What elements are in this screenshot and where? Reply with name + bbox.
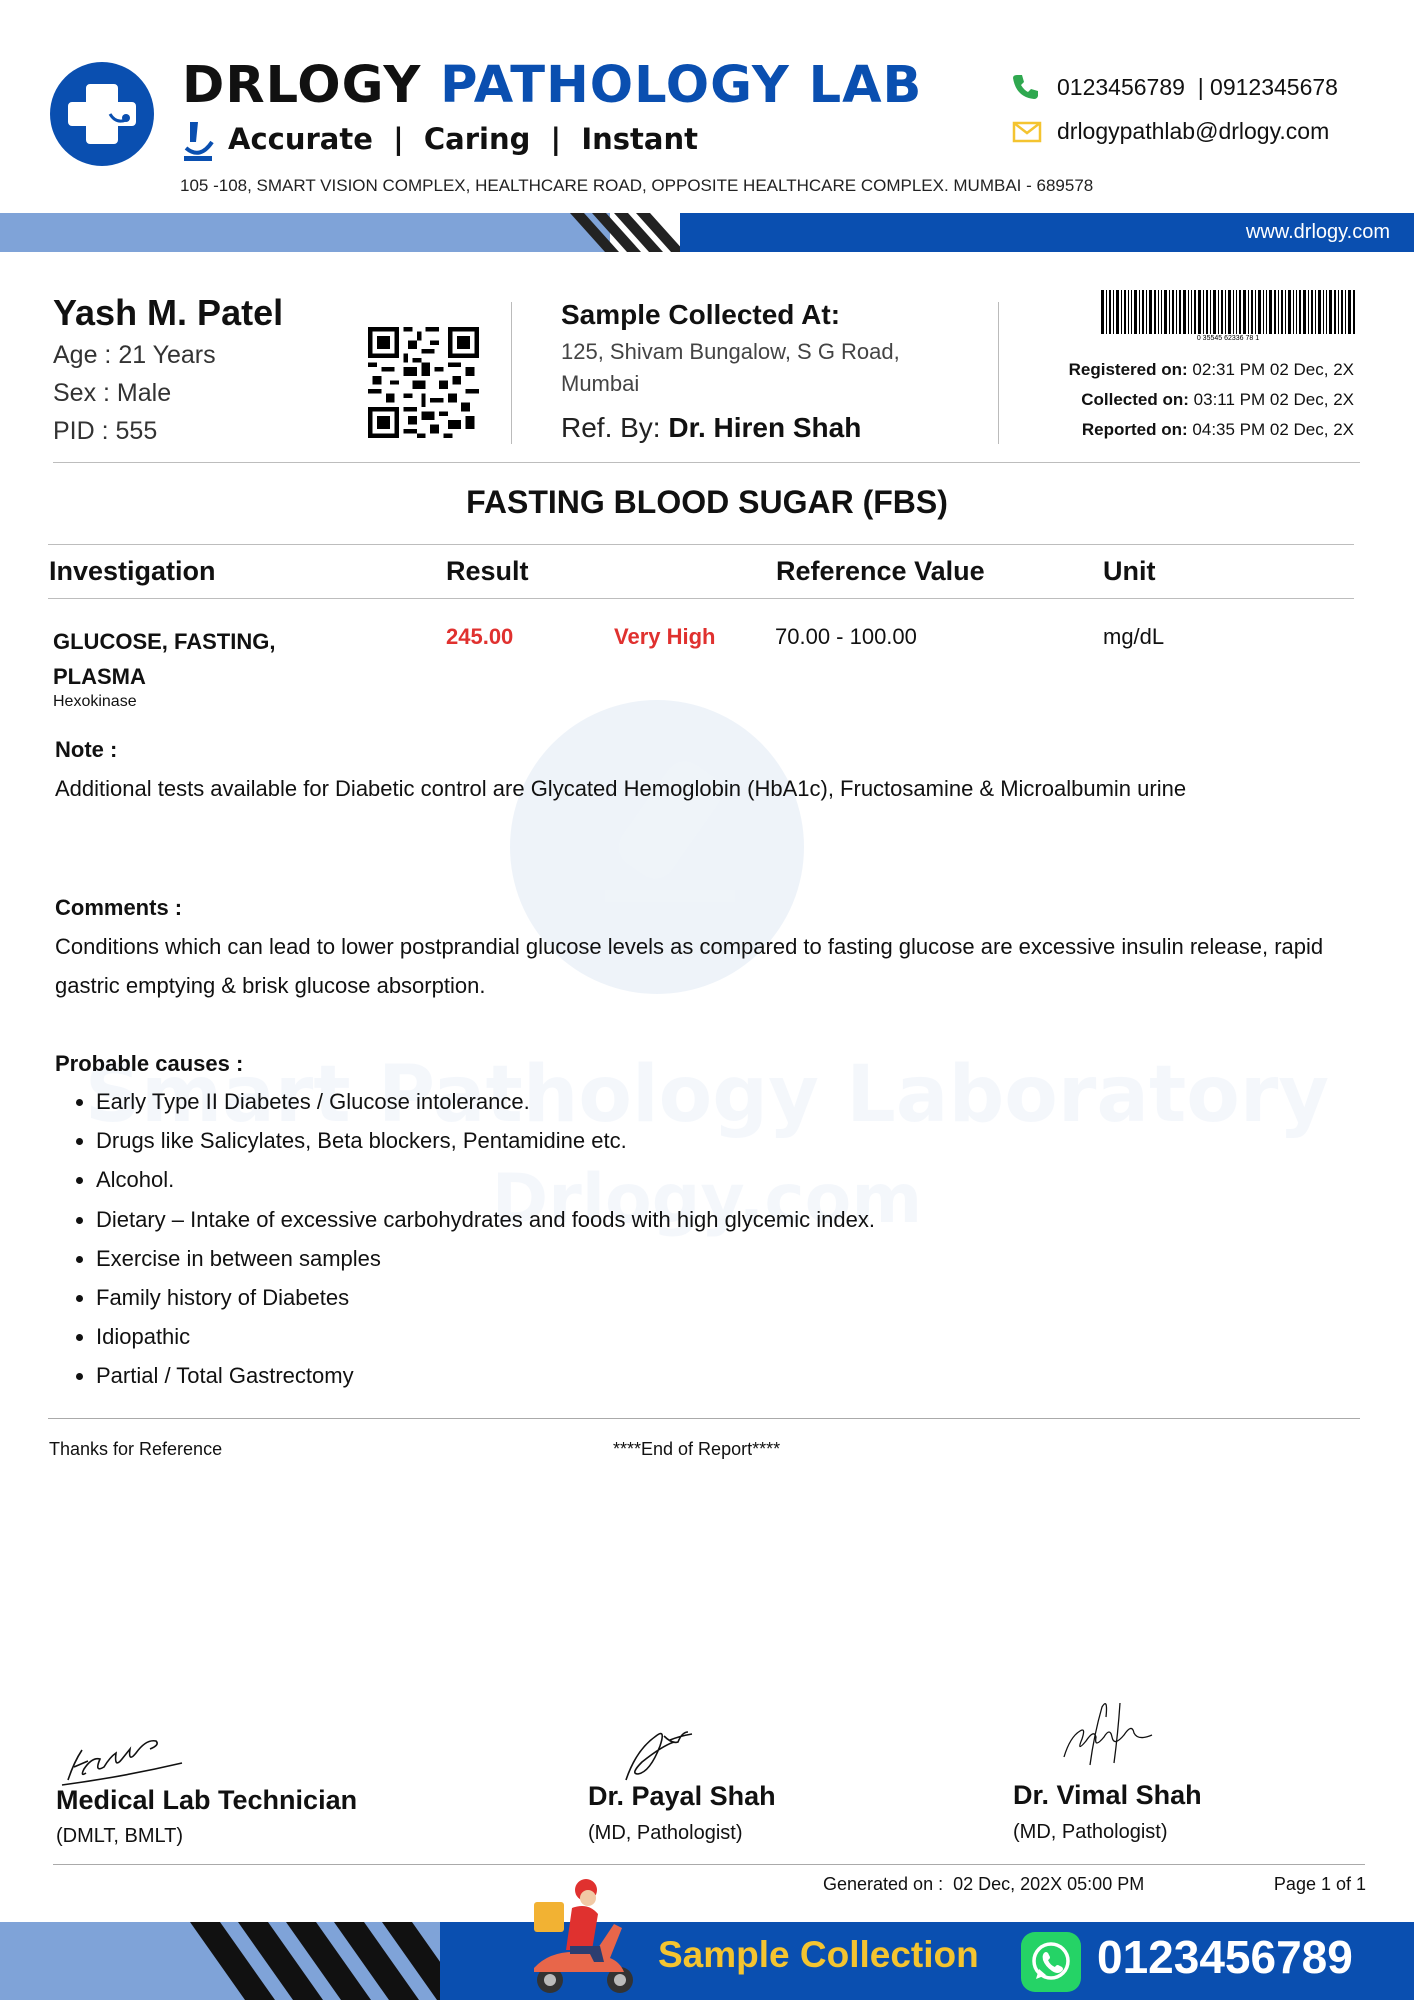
investigation-line1: GLUCOSE, FASTING, [53, 629, 276, 654]
signature-payal-shah [620, 1722, 710, 1784]
lab-name-part2: PATHOLOGY LAB [440, 56, 923, 115]
lab-name [182, 56, 922, 115]
sig2-sub: (MD, Pathologist) [588, 1822, 743, 1844]
medical-cross-icon [50, 62, 154, 166]
microscope-icon [180, 120, 216, 162]
sig1-title: Medical Lab Technician [56, 1785, 358, 1815]
list-item: • Partial / Total Gastrectomy [96, 1356, 875, 1395]
ref-doctor: Dr. Hiren Shah [668, 412, 862, 443]
divider-vertical-2 [998, 302, 999, 444]
end-of-report: ****End of Report**** [613, 1439, 781, 1459]
thanks-text: Thanks for Reference [49, 1439, 223, 1459]
sample-collection-phone[interactable]: 0123456789 [1097, 1931, 1353, 1983]
report-title: FASTING BLOOD SUGAR (FBS) [466, 484, 948, 520]
whatsapp-icon [1021, 1932, 1081, 1992]
investigation-line2: PLASMA [53, 664, 146, 689]
investigation-name [53, 624, 275, 694]
lab-name-part1: DRLOGY [182, 56, 422, 115]
table-top-line [48, 544, 1354, 545]
sig1-sub: (DMLT, BMLT) [56, 1825, 184, 1847]
result-value: 245.00 [446, 624, 514, 649]
sig3-title: Dr. Vimal Shah [1013, 1780, 1202, 1810]
note-heading: Note : [55, 737, 118, 762]
reported-label: Reported on: [1081, 420, 1188, 439]
patient-name: Yash M. Patel [53, 292, 284, 333]
sig3-sub: (MD, Pathologist) [1013, 1821, 1168, 1843]
column-result: Result [446, 556, 529, 586]
signature-technician [60, 1735, 195, 1790]
reported-value: 04:35 PM 02 Dec, 2X [1192, 420, 1354, 439]
barcode-number: 0 35545 62336 78 1 [1196, 335, 1260, 340]
referred-by [561, 412, 861, 444]
list-item: • Family history of Diabetes [96, 1278, 875, 1317]
collected-on [1081, 390, 1354, 410]
unit-value: mg/dL [1103, 624, 1165, 649]
list-item: • Drugs like Salicylates, Beta blockers, Pentamidine etc. [96, 1121, 875, 1160]
table-header-line [48, 598, 1354, 599]
comments-text: Conditions which can lead to lower postprandial glucose levels as compared to fasting glucose are excessive insulin release, rapid gastric emptying & brisk glucose absorption. [55, 934, 1324, 998]
collected-label: Collected on: [1081, 390, 1189, 409]
investigation-method: Hexokinase [53, 693, 137, 710]
registered-on [1069, 360, 1354, 380]
divider-end [48, 1418, 1360, 1419]
column-unit: Unit [1103, 556, 1156, 586]
sample-collected-address: 125, Shivam Bungalow, S G Road, Mumbai [561, 339, 900, 396]
collected-value: 03:11 PM 02 Dec, 2X [1193, 390, 1354, 409]
phone-icon [1010, 72, 1040, 102]
sig2-title: Dr. Payal Shah [588, 1781, 776, 1811]
list-item: • Early Type II Diabetes / Glucose intolerance. [96, 1082, 875, 1121]
result-flag: Very High [614, 624, 716, 649]
signature-vimal-shah [1050, 1695, 1170, 1775]
column-investigation: Investigation [49, 556, 216, 586]
causes-heading: Probable causes : [55, 1051, 244, 1076]
website-link[interactable]: www.drlogy.com [1245, 221, 1390, 243]
sample-collected-title: Sample Collected At: [561, 299, 841, 330]
comments-heading: Comments : [55, 895, 183, 920]
note-text: Additional tests available for Diabetic control are Glycated Hemoglobin (HbA1c), Fructosamine & Microalbumin urine [55, 776, 1187, 801]
ref-label: Ref. By: [561, 412, 669, 443]
footer-band-stripes [190, 1922, 450, 2000]
divider-vertical-1 [511, 302, 512, 444]
qr-code [368, 327, 479, 438]
patient-sex: Sex : Male [53, 379, 172, 407]
generated-on: Generated on : 02 Dec, 202X 05:00 PM [823, 1874, 1145, 1894]
phone-numbers: 0123456789 | 0912345678 [1057, 74, 1338, 100]
registered-label: Registered on: [1068, 360, 1188, 379]
patient-age: Age : 21 Years [53, 341, 216, 369]
causes-list [55, 1082, 875, 1396]
list-item: • Dietary – Intake of excessive carbohydrates and foods with high glycemic index. [96, 1200, 875, 1239]
patient-pid: PID : 555 [53, 417, 158, 445]
lab-logo [50, 62, 154, 166]
page-number: Page 1 of 1 [1273, 1874, 1366, 1894]
sample-collection-label: Sample Collection [658, 1934, 979, 1975]
list-item: • Idiopathic [96, 1317, 875, 1356]
barcode [1101, 290, 1355, 340]
divider-patient [53, 462, 1360, 463]
column-reference: Reference Value [776, 556, 985, 586]
delivery-scooter-icon [520, 1872, 645, 1997]
list-item: • Exercise in between samples [96, 1239, 875, 1278]
lab-address: 105 -108, SMART VISION COMPLEX, HEALTHCARE ROAD, OPPOSITE HEALTHCARE COMPLEX. MUMBAI - 689578 [180, 176, 1094, 195]
header-band-light [0, 213, 610, 252]
email-address: drlogypathlab@drlogy.com [1057, 118, 1330, 144]
email-icon [1012, 120, 1042, 144]
reference-value: 70.00 - 100.00 [775, 624, 917, 649]
tagline: Accurate | Caring | Instant [228, 122, 698, 156]
list-item: • Alcohol. [96, 1160, 875, 1199]
divider-footer [53, 1864, 1365, 1865]
registered-value: 02:31 PM 02 Dec, 2X [1192, 360, 1354, 379]
reported-on [1082, 420, 1354, 440]
